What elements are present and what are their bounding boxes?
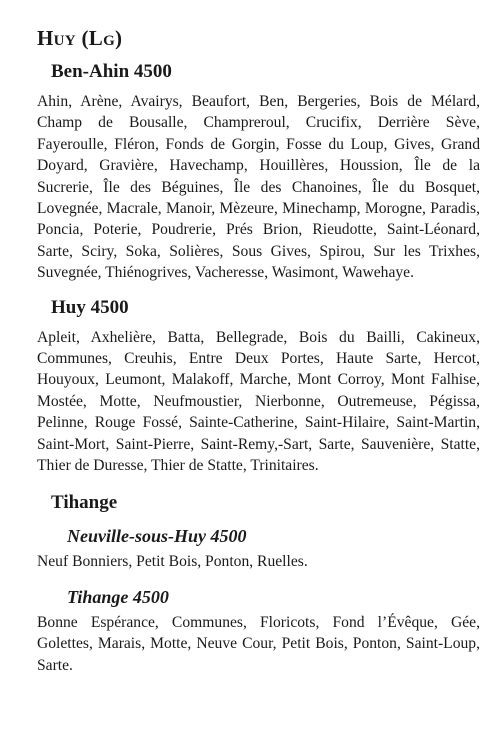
commune-heading bbox=[37, 26, 480, 51]
place-list-tihange: Bonne Espérance, Communes, Floricots, Fond l’Évêque, Gée, Golettes, Marais, Motte, Neuve Cour, Petit Bois, Ponton, Saint-Loup, Sarte. bbox=[37, 613, 480, 674]
subsection-title-neuville-sous-huy: Neuville-sous-Huy 4500 bbox=[67, 525, 247, 546]
subsection-title-tihange: Tihange 4500 bbox=[67, 586, 169, 607]
section-title-ben-ahin: Ben-Ahin 4500 bbox=[51, 61, 172, 82]
place-list-ben-ahin: Ahin, Arène, Avairys, Beaufort, Ben, Bergeries, Bois de Mélard, Champ de Bousalle, Champreroul, Crucifix, Derrière Sève, Fayeroulle, Fléron, Fonds de Gorgin, Fosse du Loup, Gives, Grand Doyard, Gravière, Havechamp, Houillères, Houssion, Île de la Sucrerie, Île des Béguines, Île des Chanoines, Île du Bosquet, Lovegnée, Macrale, Manoir, Mèzeure, Minechamp, Morogne, Paradis, Poncia, Poterie, Poudrerie, Prés Brion, Rieudotte, Saint-Léonard, Sarte, Sciry, Soka, Solières, Sous Gives, Spirou, Sur les Trixhes, Suvegnée, Thiénogrives, Vacheresse, Wasimont, Wawehaye. bbox=[37, 93, 480, 282]
place-list-huy: Apleit, Axhelière, Batta, Bellegrade, Bois du Bailli, Cakineux, Communes, Creuhis, Entre Deux Portes, Haute Sarte, Hercot, Houyoux, Leumont, Malakoff, Marche, Mont Corroy, Mont Falhise, Mostée, Motte, Neufmoustier, Nierbonne, Outremeuse, Pégissa, Pelinne, Rouge Fossé, Sainte-Catherine, Saint-Hilaire, Saint-Martin, Saint-Mort, Saint-Pierre, Saint-Remy,-Sart, Sarte, Sauvenière, Statte, Thier de Duresse, Thier de Statte, Trinitaires. bbox=[37, 328, 480, 475]
section-title-tihange: Tihange bbox=[51, 491, 118, 513]
place-list-neuville-sous-huy: Neuf Bonniers, Petit Bois, Ponton, Ruelles. bbox=[37, 552, 308, 570]
province-code: Lg bbox=[88, 26, 116, 50]
province-abbrev: (Lg) bbox=[81, 26, 123, 50]
commune-name: Huy bbox=[37, 26, 76, 50]
section-title-huy: Huy 4500 bbox=[51, 296, 129, 318]
